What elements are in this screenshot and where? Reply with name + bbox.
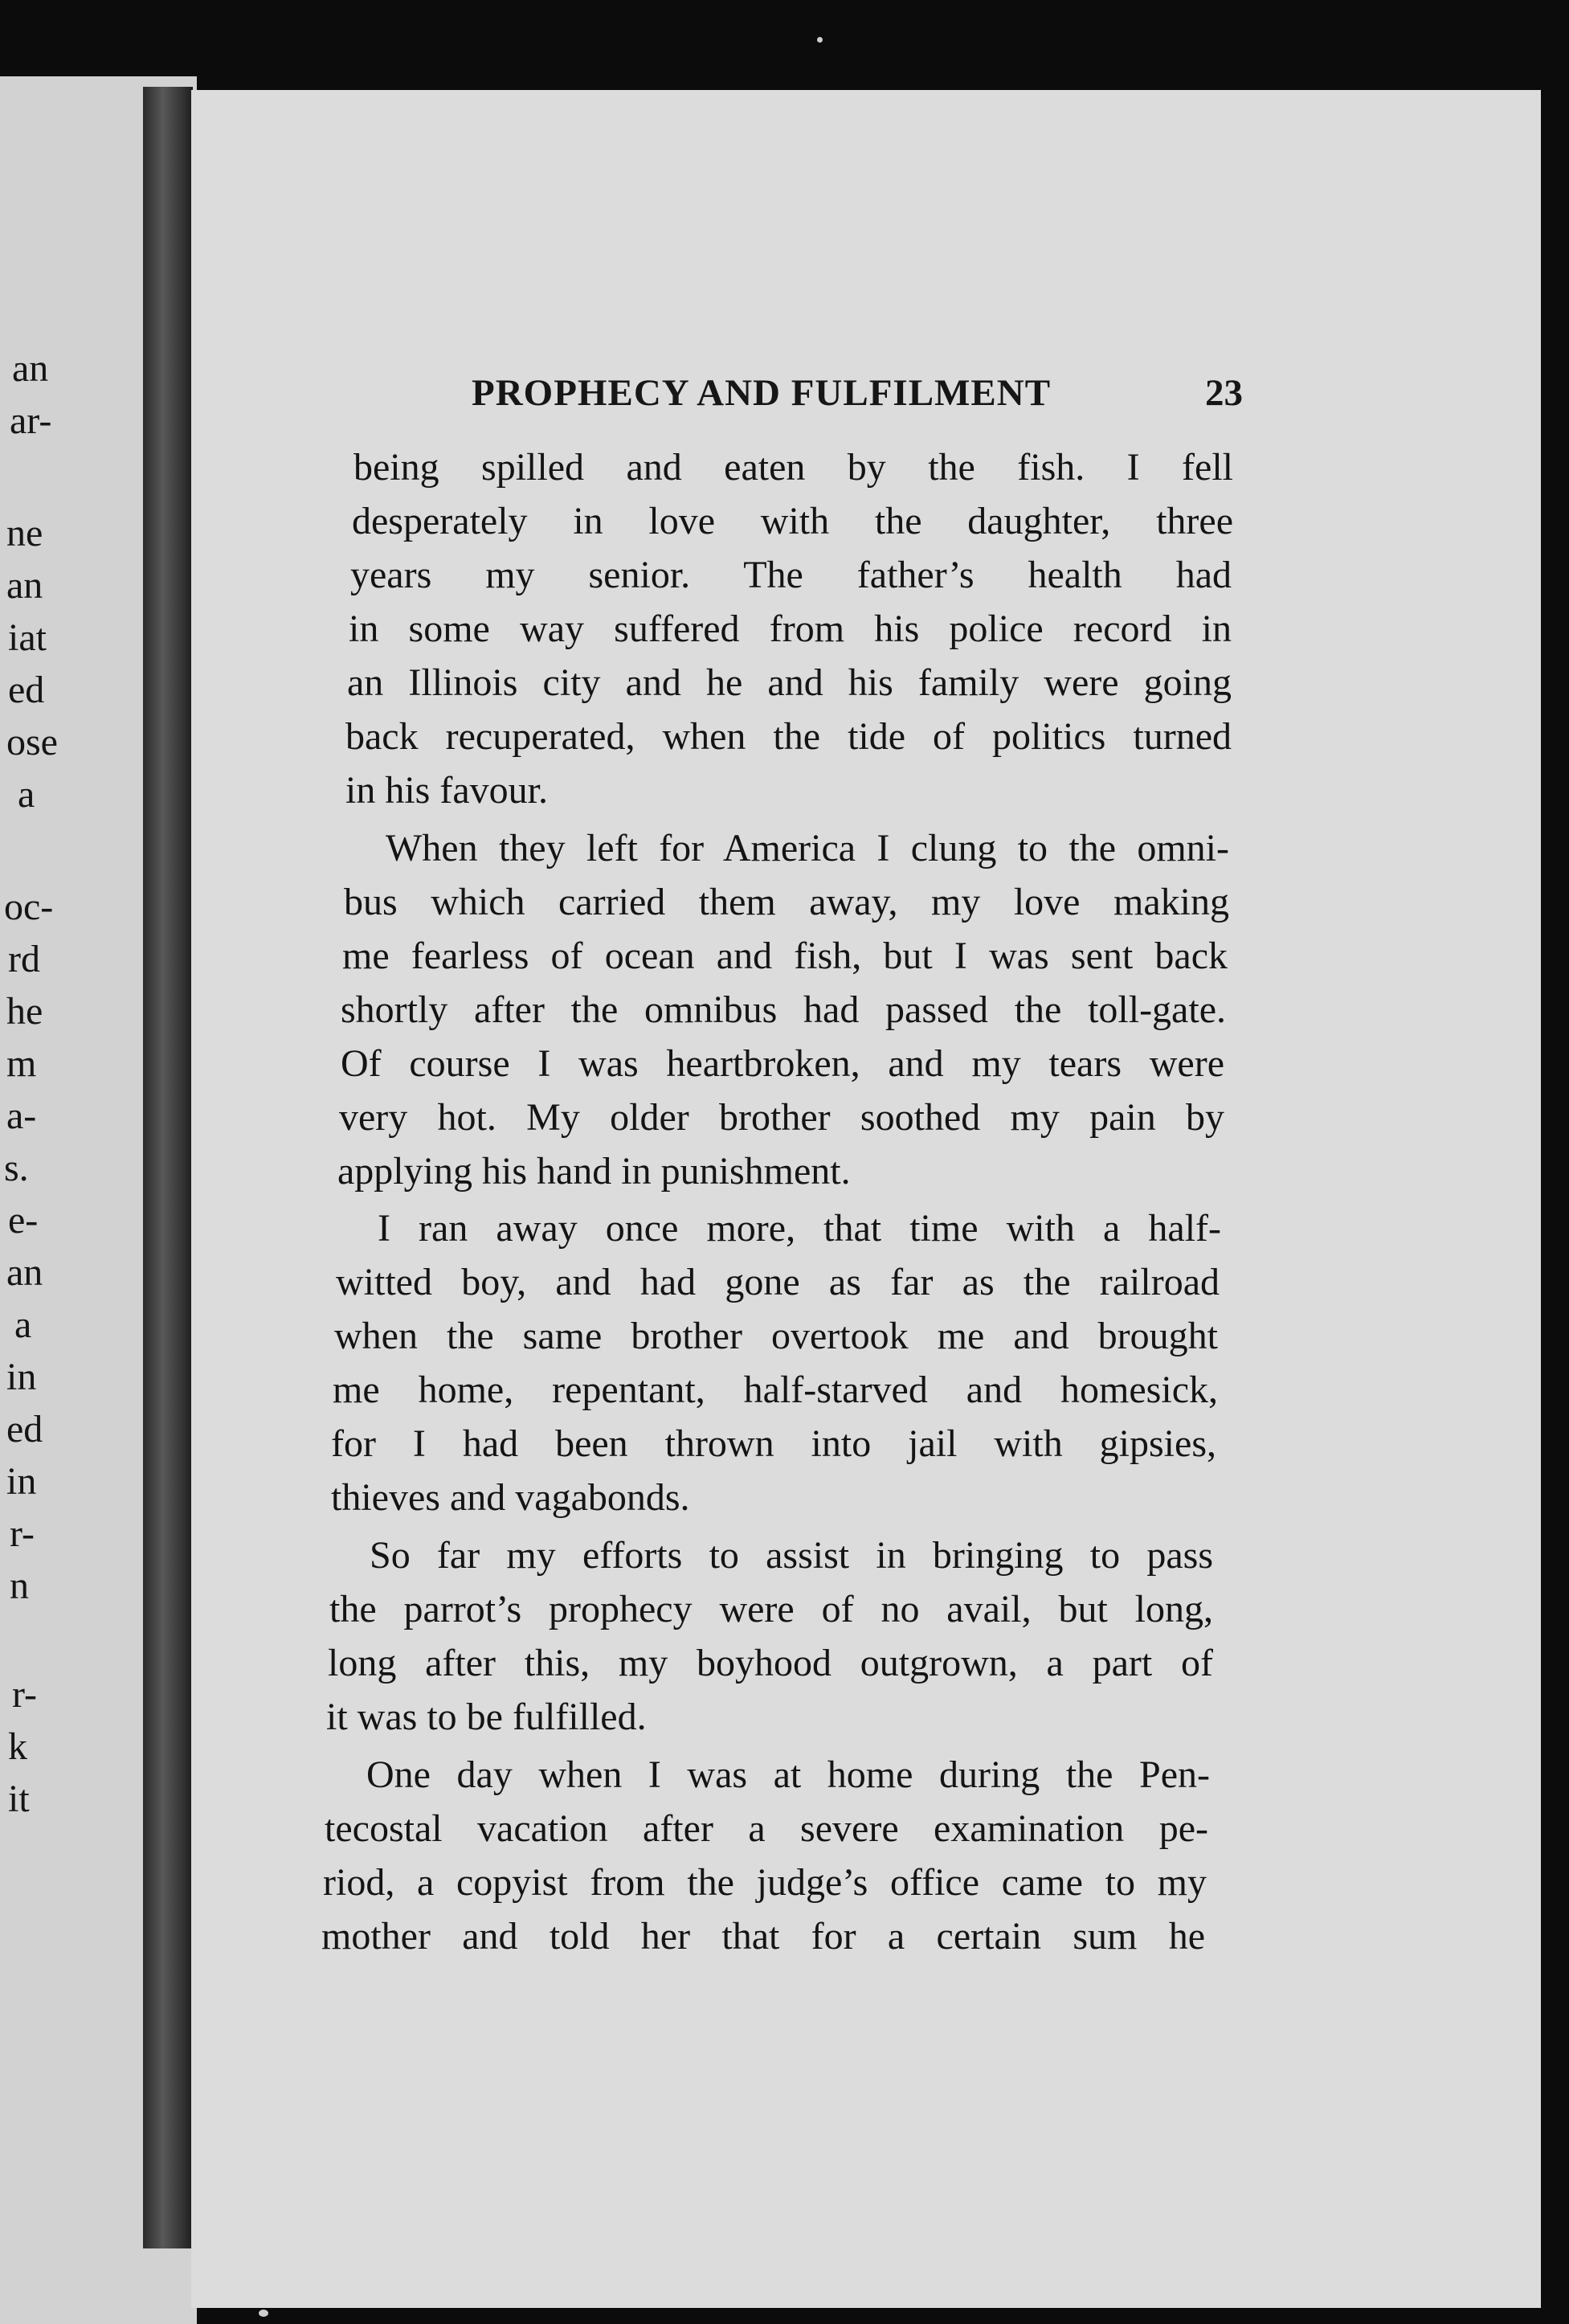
book-page bbox=[191, 90, 1541, 2308]
text-line: bus which carried them away, my love making bbox=[344, 881, 1229, 923]
text-line: years my senior. The father’s health had bbox=[350, 554, 1232, 596]
text-line: applying his hand in punishment. bbox=[337, 1150, 851, 1193]
left-page-fragment: a- bbox=[6, 1094, 37, 1137]
text-line: I ran away once more, that time with a half- bbox=[378, 1207, 1221, 1250]
text-line: tecostal vacation after a severe examination pe- bbox=[325, 1807, 1208, 1850]
text-line: Of course I was heartbroken, and my tears were bbox=[341, 1042, 1224, 1085]
book-spine bbox=[143, 87, 193, 2248]
text-line: very hot. My older brother soothed my pain by bbox=[339, 1096, 1224, 1139]
text-line: riod, a copyist from the judge’s office came to my bbox=[323, 1861, 1207, 1904]
left-page-fragment: rd bbox=[8, 938, 40, 980]
left-page-fragment: m bbox=[6, 1042, 37, 1085]
left-page-fragment: a bbox=[14, 1303, 32, 1346]
text-line: thieves and vagabonds. bbox=[331, 1476, 690, 1519]
left-page-fragment: an bbox=[12, 347, 49, 390]
text-line: me home, repentant, half-starved and homesick, bbox=[333, 1369, 1218, 1411]
left-page-fragment: in bbox=[6, 1460, 37, 1503]
scan-speck bbox=[259, 2310, 268, 2317]
left-page-fragment: k bbox=[8, 1725, 27, 1768]
left-page-fragment: oc- bbox=[4, 886, 54, 928]
left-page-fragment: a bbox=[18, 773, 35, 816]
left-page-fragment: an bbox=[6, 564, 43, 607]
left-page-fragment: iat bbox=[8, 616, 47, 659]
scan-speck bbox=[817, 37, 823, 43]
left-page-fragment: he bbox=[6, 990, 43, 1033]
text-line: witted boy, and had gone as far as the railroad bbox=[336, 1261, 1220, 1303]
left-page-fragment: ne bbox=[6, 512, 43, 554]
text-line: back recuperated, when the tide of politics turned bbox=[345, 715, 1232, 758]
left-page-fragment: s. bbox=[4, 1147, 29, 1189]
text-line: in some way suffered from his police record in bbox=[349, 608, 1232, 650]
running-head bbox=[472, 371, 1243, 419]
text-line: in his favour. bbox=[345, 769, 548, 812]
left-page-fragment: ar- bbox=[10, 399, 52, 442]
left-page-fragment: r- bbox=[12, 1673, 38, 1716]
text-line: when the same brother overtook me and brought bbox=[334, 1315, 1218, 1357]
text-line: mother and told her that for a certain sum he bbox=[321, 1915, 1205, 1958]
left-page-fragment: an bbox=[6, 1251, 43, 1294]
text-line: being spilled and eaten by the fish. I fell bbox=[353, 446, 1233, 489]
left-page-fragment: r- bbox=[10, 1512, 35, 1555]
text-line: shortly after the omnibus had passed the toll-gate. bbox=[341, 988, 1226, 1031]
text-line: for I had been thrown into jail with gipsies, bbox=[331, 1422, 1216, 1465]
text-line: an Illinois city and he and his family were going bbox=[347, 661, 1232, 704]
left-page-fragment: ed bbox=[6, 1408, 43, 1450]
left-page-fragment: e- bbox=[8, 1199, 39, 1242]
left-page-fragment: n bbox=[10, 1565, 29, 1607]
text-line: So far my efforts to assist in bringing to pass bbox=[370, 1534, 1213, 1577]
text-line: One day when I was at home during the Pen- bbox=[366, 1753, 1210, 1796]
left-page-fragment: it bbox=[8, 1778, 30, 1820]
text-line: it was to be fulfilled. bbox=[326, 1696, 647, 1738]
text-line: When they left for America I clung to the omni- bbox=[386, 827, 1229, 869]
running-title: PROPHECY AND FULFILMENT bbox=[472, 372, 1052, 414]
text-line: desperately in love with the daughter, three bbox=[352, 500, 1233, 542]
text-line: long after this, my boyhood outgrown, a part of bbox=[328, 1642, 1213, 1684]
left-page-fragment: ed bbox=[8, 669, 45, 711]
left-page-fragment: in bbox=[6, 1356, 37, 1398]
text-line: me fearless of ocean and fish, but I was sent back bbox=[342, 935, 1228, 977]
left-page-fragment: ose bbox=[6, 721, 58, 763]
page-number: 23 bbox=[1205, 372, 1243, 414]
text-line: the parrot’s prophecy were of no avail, but long, bbox=[329, 1588, 1213, 1630]
